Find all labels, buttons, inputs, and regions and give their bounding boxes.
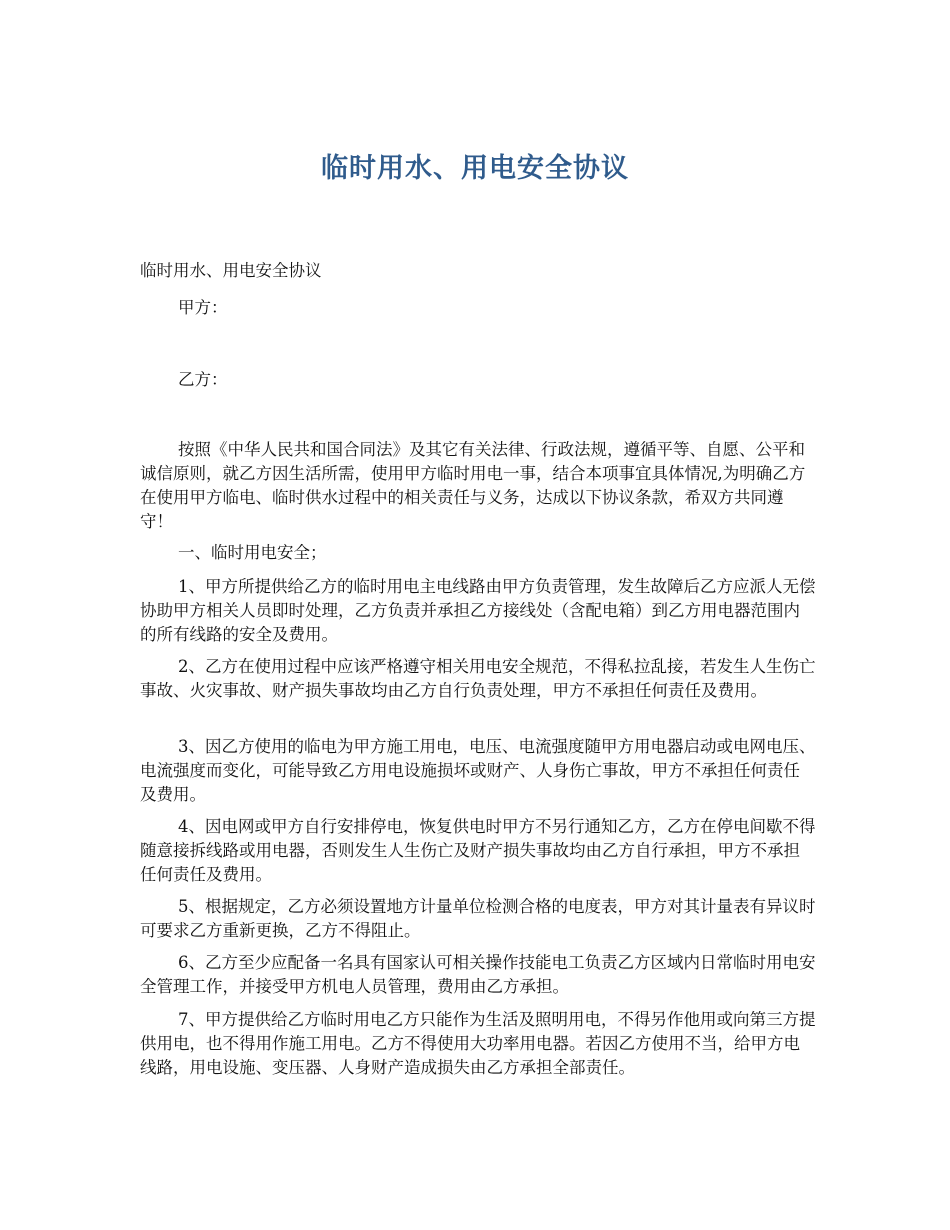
document-subtitle: 临时用水、用电安全协议 [140, 261, 322, 280]
clause-3: 3、因乙方使用的临电为甲方施工用电，电压、电流强度随甲方用电器启动或电网电压、电流强度而变化，可能导致乙方用电设施损坏或财产、人身伤亡事故，甲方不承担任何责任及费用。 [140, 737, 816, 804]
clause-6: 6、乙方至少应配备一名具有国家认可相关操作技能电工负责乙方区域内日常临时用电安全管理工作，并接受甲方机电人员管理，费用由乙方承担。 [140, 953, 816, 996]
clause-1: 1、甲方所提供给乙方的临时用电主电线路由甲方负责管理，发生故障后乙方应派人无偿协助甲方相关人员即时处理，乙方负责并承担乙方接线处（含配电箱）到乙方用电器范围内的所有线路的安全及费用。 [140, 577, 816, 644]
intro-paragraph: 按照《中华人民共和国合同法》及其它有关法律、行政法规，遵循平等、自愿、公平和诚信原则，就乙方因生活所需，使用甲方临时用电一事，结合本项事宜具体情况,为明确乙方在使用甲方临电、临时供水过程中的相关责任与义务，达成以下协议条款，希双方共同遵守！ [140, 440, 806, 531]
clause-7: 7、甲方提供给乙方临时用电乙方只能作为生活及照明用电，不得另作他用或向第三方提供用电，也不得用作施工用电。乙方不得使用大功率用电器。若因乙方使用不当，给甲方电线路，用电设施、变压器、人身财产造成损失由乙方承担全部责任。 [140, 1010, 816, 1077]
party-b-label: 乙方： [178, 370, 228, 389]
document-title: 临时用水、用电安全协议 [321, 153, 629, 184]
section-1-heading: 一、临时用电安全； [178, 543, 327, 562]
clause-5: 5、根据规定，乙方必须设置地方计量单位检测合格的电度表，甲方对其计量表有异议时可要求乙方重新更换，乙方不得阻止。 [140, 897, 816, 940]
clause-4: 4、因电网或甲方自行安排停电，恢复供电时甲方不另行通知乙方，乙方在停电间歇不得随意接拆线路或用电器，否则发生人生伤亡及财产损失事故均由乙方自行承担，甲方不承担任何责任及费用。 [140, 817, 816, 884]
party-a-label: 甲方： [178, 298, 228, 317]
clause-2: 2、乙方在使用过程中应该严格遵守相关用电安全规范，不得私拉乱接，若发生人生伤亡事故、火灾事故、财产损失事故均由乙方自行负责处理，甲方不承担任何责任及费用。 [140, 657, 816, 700]
